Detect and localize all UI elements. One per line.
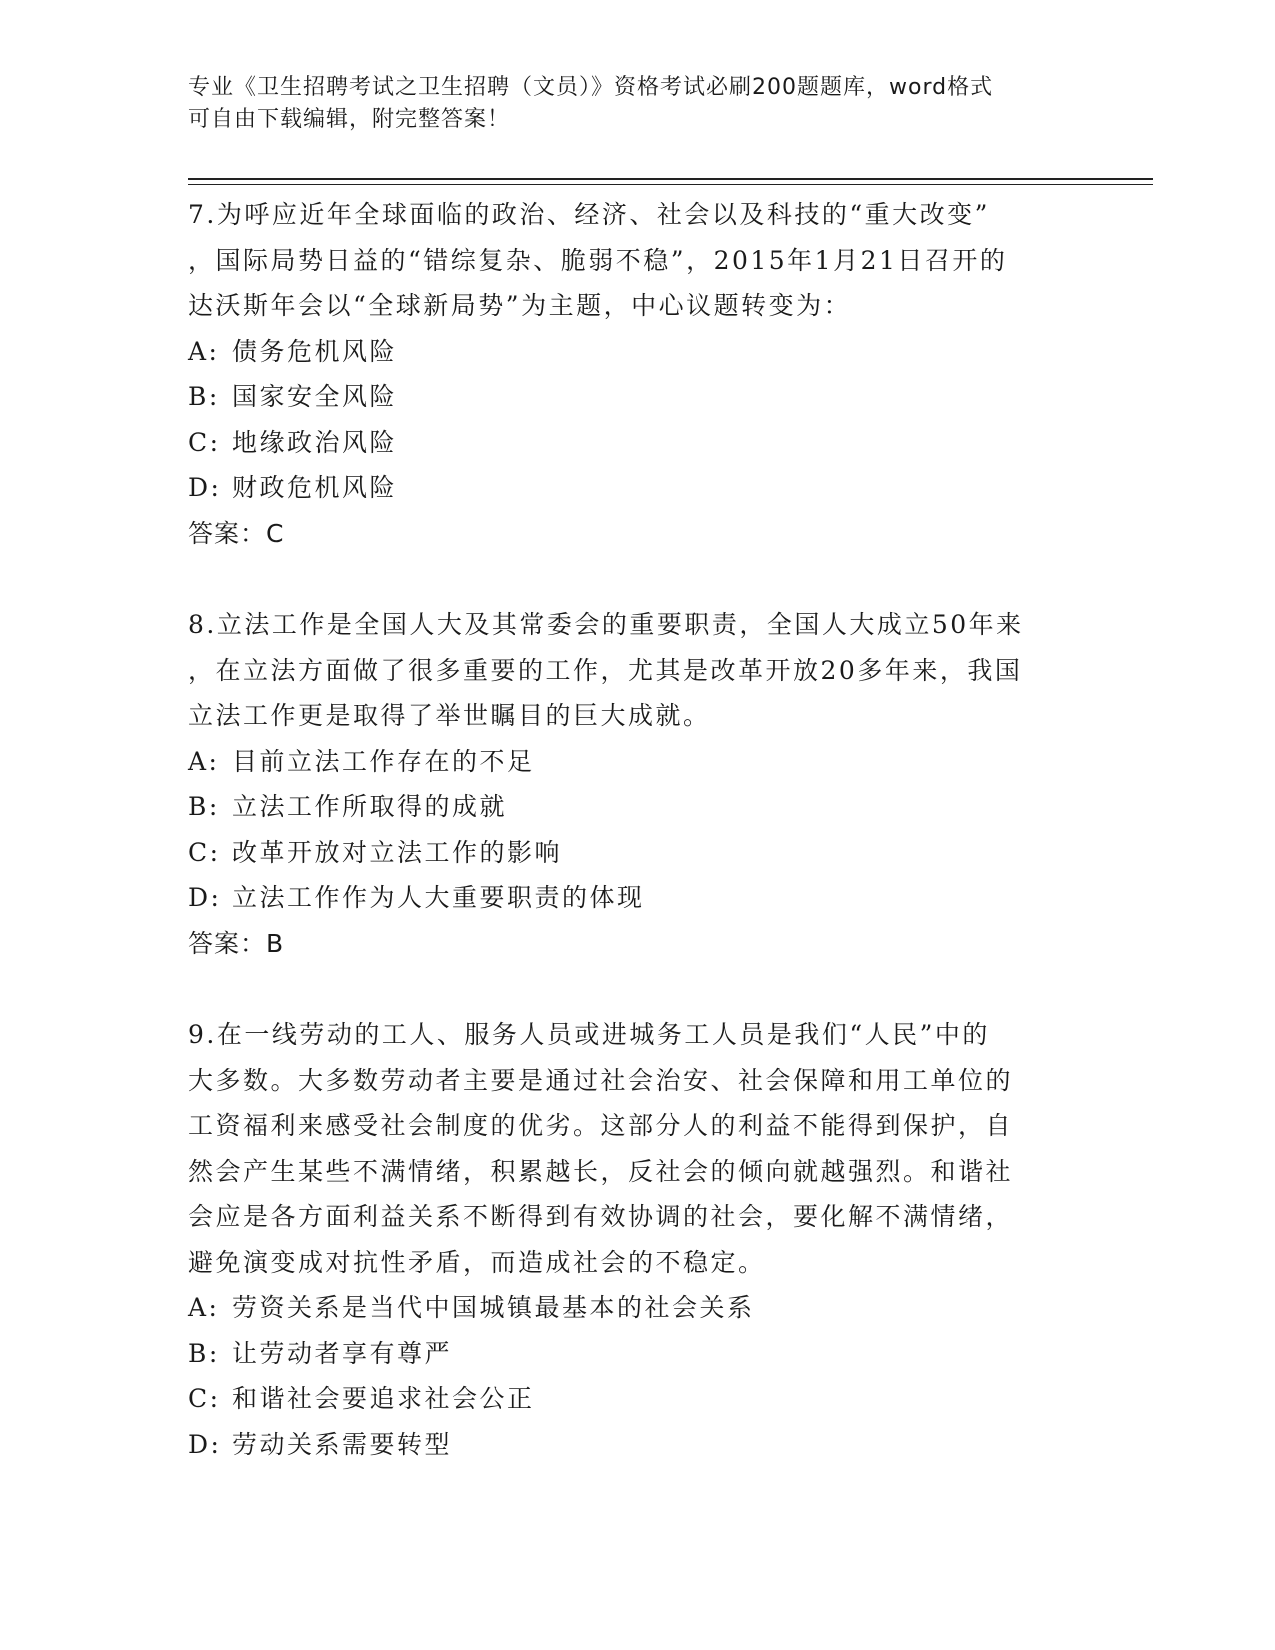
option-text: 改革开放对立法工作的影响 [232,837,563,867]
option-d [188,875,1088,921]
option-d [188,1422,1088,1468]
option-text: 立法工作所取得的成就 [232,792,508,821]
option-letter: C: [188,1384,221,1413]
question-text-line: 大多数。大多数劳动者主要是通过社会治安、社会保障和用工单位的 [188,1065,1014,1095]
question-text [188,192,1088,329]
option-text: 和谐社会要追求社会公正 [232,1384,535,1413]
option-letter: B: [188,382,220,411]
question-text-line: 8.立法工作是全国人大及其常委会的重要职责，全国人大成立50年来 [188,610,1024,639]
option-text: 目前立法工作存在的不足 [232,746,535,776]
question-text-line: 工资福利来感受社会制度的优劣。这部分人的利益不能得到保护，自 [188,1111,1014,1140]
option-letter: B: [188,1338,220,1368]
option-text: 地缘政治风险 [232,427,398,457]
header-line-1: 专业《卫生招聘考试之卫生招聘（文员）》资格考试必刷200题题库，word格式 [188,75,994,100]
option-a [188,1285,1088,1331]
option-d [188,465,1088,511]
option-letter: A: [188,336,220,366]
option-letter: A: [188,1293,220,1322]
option-c [188,420,1088,466]
question-8 [188,602,1088,966]
option-letter: D: [188,1429,222,1459]
option-letter: D: [188,883,222,912]
question-text-line: 然会产生某些不满情绪，积累越长，反社会的倾向就越强烈。和谐社 [188,1156,1014,1186]
document-header [188,72,1068,136]
question-text-line: 9.在一线劳动的工人、服务人员或进城务工人员是我们“人民”中的 [188,1020,990,1049]
option-b [188,1331,1088,1377]
option-text: 让劳动者享有尊严 [232,1338,453,1368]
option-b [188,784,1088,830]
option-letter: D: [188,473,222,502]
header-divider-thin [188,184,1153,185]
question-text-line: 避免演变成对抗性矛盾，而造成社会的不稳定。 [188,1247,766,1277]
answer-label: 答案：B [188,928,285,958]
answer-label: 答案：C [188,518,285,548]
option-text: 债务危机风险 [232,336,398,366]
header-line-2: 可自由下载编辑，附完整答案！ [188,107,511,132]
question-7 [188,192,1088,556]
question-text-line: ，国际局势日益的“错综复杂、脆弱不稳”，2015年1月21日召开的 [188,245,1008,275]
option-a [188,739,1088,785]
question-text [188,1012,1088,1285]
question-spacer [188,966,1088,1012]
question-text-line: 会应是各方面利益关系不断得到有效协调的社会，要化解不满情绪， [188,1202,1014,1231]
question-text-line: 立法工作更是取得了举世瞩目的巨大成就。 [188,701,711,730]
option-letter: B: [188,792,220,821]
option-letter: C: [188,837,221,867]
option-text: 劳资关系是当代中国城镇最基本的社会关系 [232,1293,755,1322]
question-text-line: ，在立法方面做了很多重要的工作，尤其是改革开放20多年来，我国 [188,655,1023,685]
option-c [188,1376,1088,1422]
question-text-line: 7.为呼应近年全球面临的政治、经济、社会以及科技的“重大改变” [188,200,990,229]
option-b [188,374,1088,420]
option-text: 劳动关系需要转型 [232,1429,453,1459]
question-spacer [188,556,1088,602]
option-text: 国家安全风险 [232,382,398,411]
option-letter: A: [188,746,220,776]
question-text-line: 达沃斯年会以“全球新局势”为主题，中心议题转变为： [188,291,852,320]
header-divider-thick [188,178,1153,180]
question-list [188,192,1088,1467]
option-a [188,329,1088,375]
option-letter: C: [188,427,221,457]
option-text: 立法工作作为人大重要职责的体现 [232,883,645,912]
question-9 [188,1012,1088,1467]
question-text [188,602,1088,739]
option-text: 财政危机风险 [232,473,398,502]
option-c [188,830,1088,876]
